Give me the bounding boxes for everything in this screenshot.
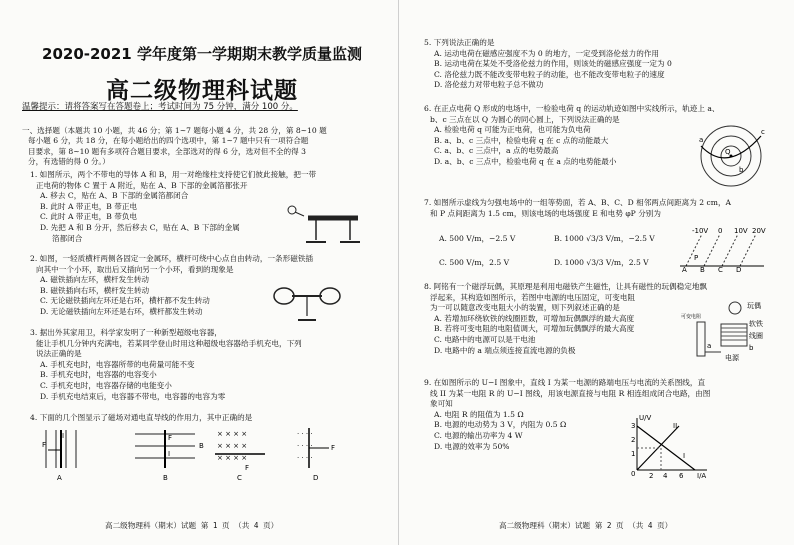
q7-option-a: A. 500 V/m，−2.5 V xyxy=(439,234,516,243)
q4-figure-d xyxy=(297,428,335,482)
svg-text:· · · ·: · · · · xyxy=(297,430,313,438)
svg-text:B: B xyxy=(199,442,204,450)
q9-option-c: C. 电源的输出功率为 4 W xyxy=(434,430,523,440)
q8-option-d: D. 电路中的 a 端点须连接直流电源的负极 xyxy=(434,345,576,355)
q7-option-c: C. 500 V/m，2.5 V xyxy=(439,258,510,267)
svg-text:I: I xyxy=(62,432,65,440)
q4-label-c: C xyxy=(237,474,242,482)
svg-text:II: II xyxy=(673,422,678,430)
svg-text:I: I xyxy=(168,450,171,458)
question-7: 7. 如图所示虚线为匀强电场中的一组等势面，若 A、B、C、D 相邻两点间距离为 2 cm，A 和 P 点间距离为 1.5 cm，则该电场的电场强度 E 和电势 φP 分别为 xyxy=(424,198,732,218)
svg-text:a: a xyxy=(707,342,712,350)
question-6: 6. 在正点电荷 Q 形成的电场中，一检验电荷 q 的运动轨迹如图中实线所示，轨迹上 a、 b、c 三点在以 Q 为圆心的同心圆上，下列说法正确的是 A. 检验电荷 q 可能为正电荷，也可能为负电荷 B. a、b、c 三点中，检验电荷 q 在 c 点的动能最大 C. a、b、c 三点中，a 点的电势最高 D. a、b、c 三点中，检验电荷 q 在 a 点的电势能最小 xyxy=(424,104,784,168)
q6-option-b: B. a、b、c 三点中，检验电荷 q 在 c 点的动能最大 xyxy=(434,135,609,145)
q6-field-figure xyxy=(699,124,769,190)
svg-text:2: 2 xyxy=(649,472,654,480)
q2-option-b: B. 磁铁插向右环，横杆发生转动 xyxy=(40,285,150,295)
q5-option-a: A. 运动电荷在磁感应强度不为 0 的地方，一定受到洛伦兹力的作用 xyxy=(434,48,659,58)
q3-option-d: D. 手机充电结束后，电容器不带电，电容器的电容为零 xyxy=(40,391,226,401)
svg-text:D: D xyxy=(736,266,742,274)
svg-text:电源: 电源 xyxy=(725,354,739,362)
question-8: 8. 阿铭有一个磁浮玩偶，其原理是利用电磁铁产生磁性，让具有磁性的玩偶稳定地飘 浮起来，其构造如图所示，若图中电源的电压固定，可变电阻 为一可以随意改变电阻大小的装置，则下列叙述正确的是 A. 若增加环绕软铁的线圈匝数，可增加玩偶飘浮的最大高度 B. 若将可变电阻的电阻值调大，可增加玩偶飘浮的最大高度 C. 电路中的电源可以是干电池 D. 电路中的 a 端点须连接直流电源的负极 xyxy=(424,282,789,356)
q5-option-c: C. 洛伦兹力既不能改变带电粒子的动能，也不能改变带电粒子的速度 xyxy=(434,69,665,79)
svg-text:C: C xyxy=(718,266,723,274)
q8-option-c: C. 电路中的电源可以是干电池 xyxy=(434,334,536,344)
svg-text:4: 4 xyxy=(663,472,668,480)
q1-option-d: D. 先把 A 和 B 分开，然后移去 C，贴在 A、B 下部的金属 xyxy=(40,222,240,232)
q2-option-c: C. 无论磁铁插向左环还是右环，横杆都不发生转动 xyxy=(40,296,210,306)
q7-option-b: B. 1000 √3/3 V/m，−2.5 V xyxy=(554,234,655,243)
q5-option-d: D. 洛伦兹力对带电粒子总不做功 xyxy=(434,80,544,90)
svg-text:F: F xyxy=(245,464,250,472)
svg-text:I: I xyxy=(683,452,686,460)
svg-text:× × × ×: × × × × xyxy=(217,430,248,438)
q2-option-d: D. 无论磁铁插向左环还是右环，横杆都发生转动 xyxy=(40,306,203,316)
question-3: 3. 据出外其家用卫，科学家发明了一种新型超级电容器， 能让手机几分钟内充满电，若某同学登山时用这种超级电容器给手机充电，下列 说法正确的是 A. 手机充电时，电容器所带的电荷量可能不变 B. 手机充电时，电容器的电容变小 C. 手机充电时，电容器存储的电能变小 D. 手机充电结束后，电容器不带电，电容器的电容为零 xyxy=(30,328,385,402)
q1-option-c: C. 此时 A 带正电，B 带负电 xyxy=(40,212,138,222)
q4-figure-c xyxy=(215,430,265,482)
svg-text:3: 3 xyxy=(631,422,636,430)
svg-text:× × × ×: × × × × xyxy=(217,442,248,450)
page-2 xyxy=(399,0,794,545)
svg-text:U/V: U/V xyxy=(639,414,652,422)
question-5: 5. 下列说法正确的是 A. 运动电荷在磁感应强度不为 0 的地方，一定受到洛伦兹力的作用 B. 运动电荷在某处不受洛伦兹力的作用，则该处的磁感应强度一定为 0 C. 洛伦兹力既不能改变带电粒子的动能，也不能改变带电粒子的速度 D. 洛伦兹力对带电粒子总不做功 xyxy=(424,38,784,91)
svg-text:b: b xyxy=(739,166,744,174)
question-1: 1. 如图所示，两个不带电的导体 A 和 B，用一对绝缘柱支持使它们彼此接触，把一带 正电荷的物体 C 置于 A 附近，贴在 A、B 下部的金属箔都张开 A. 移去 C，贴在 A、B 下部的金属箔都闭合 B. 此时 A 带正电，B 带正电 C. 此时 A 带正电，B 带负电 D. 先把 A 和 B 分开，然后移去 C，贴在 A、B 下部的金属 箔都闭合 xyxy=(30,170,385,244)
svg-text:F: F xyxy=(42,441,47,449)
q7-equipotential-figure xyxy=(674,226,774,272)
svg-text:F: F xyxy=(331,444,336,452)
q4-figure-a xyxy=(42,430,76,482)
svg-text:F: F xyxy=(168,434,173,442)
question-9: 9. 在如图所示的 U−I 图象中，直线 I 为某一电源的路端电压与电流的关系图线，直 线 II 为某一电阻 R 的 U−I 图线，用该电源直接与电阻 R 相连组成闭合电路，由图 象可知 A. 电阻 R 的阻值为 1.5 Ω B. 电源的电动势为 3 V，内阻为 0.5 Ω C. 电源的输出功率为 4 W D. 电源的效率为 50% xyxy=(424,378,789,452)
q5-option-b: B. 运动电荷在某处不受洛伦兹力的作用，则该处的磁感应强度一定为 0 xyxy=(434,59,672,69)
svg-text:2: 2 xyxy=(631,436,636,444)
q1-conductors-figure xyxy=(278,200,368,250)
svg-text:Q: Q xyxy=(725,148,731,156)
q7-option-d: D. 1000 √3/3 V/m，2.5 V xyxy=(554,258,649,267)
q4-figure-b xyxy=(135,430,204,482)
svg-text:· · · ·: · · · · xyxy=(297,442,313,450)
svg-text:软铁: 软铁 xyxy=(749,320,763,328)
q9-option-a: A. 电阻 R 的阻值为 1.5 Ω xyxy=(434,409,524,419)
svg-text:0: 0 xyxy=(631,470,636,478)
reminder-note: 温馨提示：请将答案写在答题卷上；考试时间为 75 分钟，满分 100 分。 xyxy=(22,102,298,112)
svg-text:10V: 10V xyxy=(734,227,748,235)
svg-text:-10V: -10V xyxy=(692,227,709,235)
svg-text:1: 1 xyxy=(631,450,636,458)
q8-option-a: A. 若增加环绕软铁的线圈匝数，可增加玩偶飘浮的最大高度 xyxy=(434,313,635,323)
question-4: 4. 下面的几个图显示了磁场对通电直导线的作用力，其中正确的是 xyxy=(30,413,253,422)
subject-title: 高二级物理科试题 xyxy=(106,78,298,104)
q4-label-d: D xyxy=(313,474,319,482)
svg-text:20V: 20V xyxy=(752,227,766,235)
q9-option-d: D. 电源的效率为 50% xyxy=(434,441,510,451)
q6-option-c: C. a、b、c 三点中，a 点的电势最高 xyxy=(434,146,559,156)
svg-text:I/A: I/A xyxy=(697,472,707,480)
q3-option-b: B. 手机充电时，电容器的电容变小 xyxy=(40,370,157,380)
q2-option-a: A. 磁铁插向左环，横杆发生转动 xyxy=(40,275,150,285)
svg-text:可变电阻: 可变电阻 xyxy=(681,314,702,320)
page-2-footer: 高二级物理科（期末）试题 第 2 页 （共 4 页） xyxy=(499,521,673,530)
svg-text:P: P xyxy=(694,254,699,262)
svg-text:b: b xyxy=(749,344,754,352)
svg-text:线圈: 线圈 xyxy=(749,332,763,340)
q8-option-b: B. 若将可变电阻的电阻值调大，可增加玩偶飘浮的最大高度 xyxy=(434,324,635,334)
svg-text:× × × ×: × × × × xyxy=(217,454,248,462)
q6-option-a: A. 检验电荷 q 可能为正电荷，也可能为负电荷 xyxy=(434,125,591,135)
svg-text:6: 6 xyxy=(679,472,684,480)
q4-figures xyxy=(40,426,370,484)
q2-rings-figure xyxy=(272,282,342,326)
q1-option-b: B. 此时 A 带正电，B 带正电 xyxy=(40,201,138,211)
q3-option-c: C. 手机充电时，电容器存储的电能变小 xyxy=(40,380,172,390)
svg-text:c: c xyxy=(761,128,765,136)
q4-label-b: B xyxy=(163,474,168,482)
svg-text:A: A xyxy=(682,266,687,274)
q9-option-b: B. 电源的电动势为 3 V，内阻为 0.5 Ω xyxy=(434,420,567,430)
svg-text:B: B xyxy=(700,266,705,274)
page-1-footer: 高二级物理科（期末）试题 第 1 页 （共 4 页） xyxy=(105,521,279,530)
q6-option-d: D. a、b、c 三点中，检验电荷 q 在 a 点的电势能最小 xyxy=(434,156,617,166)
svg-text:a: a xyxy=(699,136,704,144)
svg-text:0: 0 xyxy=(718,227,723,235)
q9-ui-graph xyxy=(631,414,711,478)
q1-option-a: A. 移去 C，贴在 A、B 下部的金属箔都闭合 xyxy=(40,191,189,201)
section-1-instructions: 一、选择题（本题共 10 小题，共 46 分；第 1~7 题每小题 4 分，共 28 分，第 8~10 题 每小题 6 分，共 18 分，在每小题给出的四个选项中，第 1~7 题中只有一项符合题 目要求，第 8~10 题有多项符合题目要求，全部选对的得 6 分，选对但不全的得 3 分，有选错的得 0 分。） xyxy=(22,126,327,167)
q8-levitation-figure xyxy=(681,300,775,364)
svg-text:· · · ·: · · · · xyxy=(297,454,313,462)
q3-option-a: A. 手机充电时，电容器所带的电荷量可能不变 xyxy=(40,359,195,369)
question-2: 2. 如图，一轻质横杆两侧各固定一金属环，横杆可绕中心点自由转动，一条形磁铁插 向其中一个小环，取出后又插向另一个小环，看到的现象是 A. 磁铁插向左环，横杆发生转动 B. 磁铁插向右环，横杆发生转动 C. 无论磁铁插向左环还是右环，横杆都不发生转动 D. 无论磁铁插向左环还是右环，横杆都发生转动 xyxy=(30,254,385,318)
svg-text:玩偶: 玩偶 xyxy=(747,302,761,310)
q4-label-a: A xyxy=(57,474,62,482)
exam-title: 2020-2021 学年度第一学期期末教学质量监测 xyxy=(42,45,362,63)
